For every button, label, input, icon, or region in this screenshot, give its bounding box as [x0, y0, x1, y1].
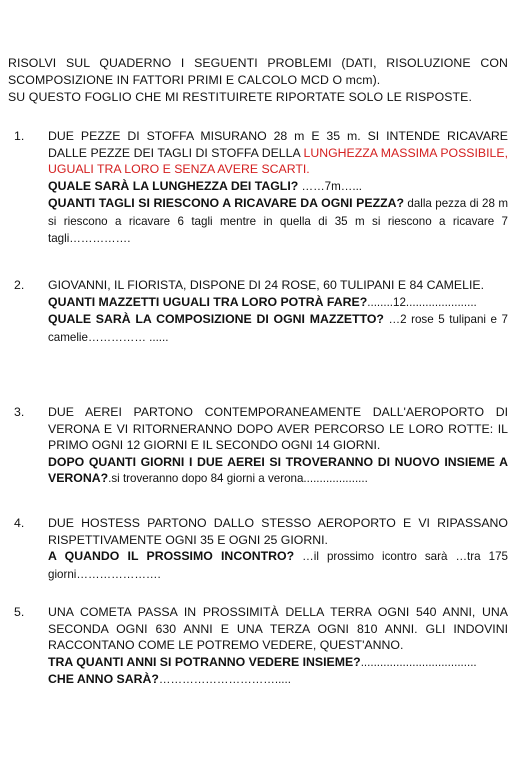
problem-1 — [14, 128, 508, 248]
problem-text — [48, 128, 508, 178]
problem-3 — [14, 404, 508, 488]
answer: ........12...................... — [367, 295, 477, 309]
question-label: QUALE SARÀ LA COMPOSIZIONE DI OGNI MAZZETTO? — [48, 312, 384, 326]
answer: ……7m…... — [298, 179, 363, 193]
answer: .si troveranno dopo 84 giorni a verona.................... — [108, 472, 368, 485]
problem-statement: DUE PEZZE DI STOFFA MISURANO 28 m E 35 m. SI INTENDE RICAVARE DALLE PEZZE DEI TAGLI DI STOFFA DELLA — [48, 129, 508, 160]
question-label: TRA QUANTI ANNI SI POTRANNO VEDERE INSIEME? — [48, 654, 361, 669]
question-label: QUANTI MAZZETTI UGUALI TRA LORO POTRÀ FARE? — [48, 294, 368, 309]
instructions-line-1: RISOLVI SUL QUADERNO I SEGUENTI PROBLEMI (DATI, RISOLUZIONE CON SCOMPOSIZIONE IN FATTORI PRIMI E CALCOLO MCD O mcm). — [8, 56, 508, 87]
question-2 — [48, 311, 508, 346]
problem-number: 2. — [14, 278, 25, 292]
question-1 — [48, 548, 508, 583]
answer: .................................... — [360, 655, 477, 669]
problem-number: 4. — [14, 516, 25, 530]
question-label: CHE ANNO SARÀ? — [48, 672, 159, 686]
question-label: QUANTI TAGLI SI RIESCONO A RICAVARE DA OGNI PEZZA? — [48, 196, 404, 210]
problem-number: 5. — [14, 605, 25, 619]
highlighted-condition: LUNGHEZZA MASSIMA POSSIBILE, UGUALI TRA LORO E SENZA AVERE SCARTI. — [48, 145, 508, 176]
answer: …il prossimo icontro sarà …tra 175 giorni…………………. — [48, 550, 508, 581]
answer: dalla pezza di 28 m si riescono a ricavare 6 tagli mentre in quella di 35 m si riescono a ricavare 7 tagli……………. — [48, 197, 508, 245]
question-label: DOPO QUANTI GIORNI I DUE AEREI SI TROVERANNO DI NUOVO INSIEME A VERONA? — [48, 454, 508, 485]
problem-2 — [14, 277, 508, 346]
question-label: A QUANDO IL PROSSIMO INCONTRO? — [48, 549, 295, 563]
question-2 — [48, 195, 508, 248]
instructions — [8, 55, 508, 106]
problem-4 — [14, 515, 508, 583]
question-1 — [48, 178, 508, 196]
problem-statement: GIOVANNI, IL FIORISTA, DISPONE DI 24 ROSE, 60 TULIPANI E 84 CAMELIE. — [48, 278, 484, 292]
answer: …2 rose 5 tulipani e 7 camelie…………… ...... — [48, 313, 508, 344]
question-label: QUALE SARÀ LA LUNGHEZZA DEI TAGLI? — [48, 178, 299, 193]
problem-5 — [14, 604, 508, 689]
question-1 — [48, 454, 508, 488]
problem-statement: UNA COMETA PASSA IN PROSSIMITÀ DELLA TERRA OGNI 540 ANNI, UNA SECONDA OGNI 630 ANNI E UNA TERZA OGNI 810 ANNI. GLI INDOVINI RACCONTANO COME LE POTREMO VEDERE, QUEST'ANNO. — [48, 605, 508, 652]
question-1 — [48, 654, 508, 672]
problem-statement: DUE HOSTESS PARTONO DALLO STESSO AEROPORTO E VI RIPASSANO RISPETTIVAMENTE OGNI 35 E OGNI 25 GIORNI. — [48, 516, 508, 547]
problem-statement: DUE AEREI PARTONO CONTEMPORANEAMENTE DALL'AEROPORTO DI VERONA E VI RITORNERANNO DOPO AVER PERCORSO LE LORO ROTTE: IL PRIMO OGNI 12 GIORNI E IL SECONDO OGNI 14 GIORNI. — [48, 405, 508, 452]
question-2 — [48, 671, 508, 689]
question-1 — [48, 294, 508, 312]
problem-number: 1. — [14, 129, 25, 143]
instructions-line-2: SU QUESTO FOGLIO CHE MI RESTITUIRETE RIPORTATE SOLO LE RISPOSTE. — [8, 90, 472, 104]
answer: …………………………..... — [158, 673, 291, 686]
problem-number: 3. — [14, 405, 25, 419]
